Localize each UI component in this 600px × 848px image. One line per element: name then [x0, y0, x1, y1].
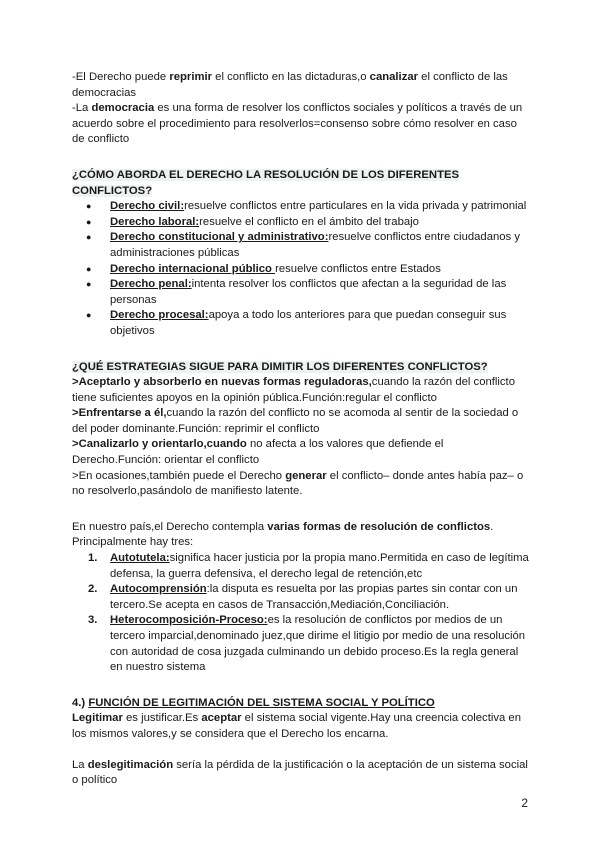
law-branches-list [72, 199, 532, 339]
strategy-channel: >Canalizarlo y orientarlo,cuando no afecta a los valores que defiende el Derecho.Función: orientar el conflicto [72, 438, 444, 467]
section-heading-strategies: ¿QUÉ ESTRATEGIAS SIGUE PARA DIMITIR LOS DIFERENTES CONFLICTOS? [72, 360, 488, 373]
delegitimation-paragraph: La deslegitimación sería la pérdida de la justificación o la aceptación de un sistema social o político [72, 758, 528, 787]
intro-paragraph-1: -El Derecho puede reprimir el conflicto en las dictaduras,o canalizar el conflicto de las democracias [72, 71, 508, 99]
section-heading-resolution: ¿CÓMO ABORDA EL DERECHO LA RESOLUCIÓN DE LOS DIFERENTES CONFLICTOS? [72, 168, 460, 197]
strategy-generate: >En ocasiones,también puede el Derecho generar el conflicto– donde antes había paz– o no resolverlo,pasándolo de manifiesto latente. [72, 469, 524, 498]
resolution-forms-intro: En nuestro país,el Derecho contempla varias formas de resolución de conflictos. Principalmente hay tres: [72, 520, 494, 549]
list-item: ● Derecho constitucional y administrativo:resuelve conflictos entre ciudadanos y administraciones públicas [72, 230, 532, 261]
strategy-confront: >Enfrentarse a él,cuando la razón del conflicto no se acomoda al sentir de la sociedad o del poder dominante.Función: reprimir el conflicto [72, 407, 519, 435]
strategy-accept: >Aceptarlo y absorberlo en nuevas formas reguladoras,cuando la razón del conflicto tiene suficientes apoyos en la opinión pública.Función:regular el conflicto [72, 376, 515, 404]
list-item: ● Derecho penal:intenta resolver los conflictos que afectan a la seguridad de las personas [72, 277, 532, 308]
list-item: 3. Heterocomposición-Proceso:es la resolución de conflictos por medios de un tercero imparcial,denominado juez,que dirime el litigio por medio de una resolución con autoridad de cosa juzgada culminando un debido proceso.Es la regla general en nuestro sistema [88, 614, 526, 674]
list-item: ● Derecho civil:resuelve conflictos entre particulares en la vida privada y patrimonial [72, 199, 532, 215]
intro-paragraph-2: -La democracia es una forma de resolver los conflictos sociales y políticos a través de un acuerdo sobre el procedimiento para resolverlos=consenso sobre cómo resolver en caso de conflicto [72, 102, 523, 146]
list-item: ● Derecho laboral:resuelve el conflicto en el ámbito del trabajo [72, 215, 532, 231]
document-page [72, 70, 532, 789]
resolution-forms-list [72, 551, 532, 676]
list-item: 1. Autotutela:significa hacer justicia por la propia mano.Permitida en caso de legítima defensa, la guerra defensiva, el derecho legal de retención,etc [88, 552, 529, 580]
page-number: 2 [521, 796, 528, 810]
legitimation-paragraph: Legitimar es justificar.Es aceptar el sistema social vigente.Hay una creencia colectiva en los mismos valores,y se considera que el Derecho los encarna. [72, 712, 521, 740]
list-item: ● Derecho internacional público resuelve conflictos entre Estados [72, 262, 532, 278]
section-heading-legitimation: 4.) FUNCIÓN DE LEGITIMACIÓN DEL SISTEMA SOCIAL Y POLÍTICO [72, 696, 435, 709]
list-item: 2. Autocomprensión:la disputa es resuelta por las propias partes sin contar con un tercero.Se acepta en casos de Transacción,Mediación,Conciliación. [88, 583, 518, 611]
list-item: ● Derecho procesal:apoya a todo los anteriores para que puedan conseguir sus objetivos [72, 308, 532, 339]
